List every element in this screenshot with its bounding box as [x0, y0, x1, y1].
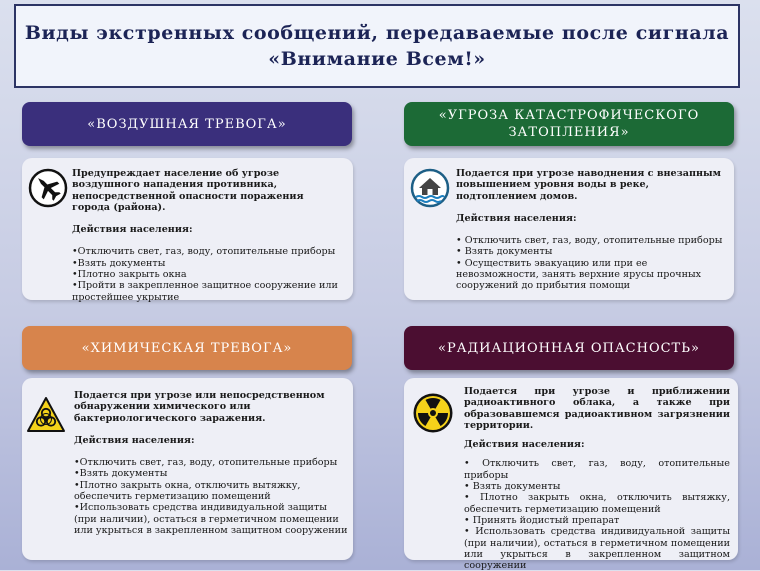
- list-item: • Отключить свет, газ, воду, отопительные приборы: [464, 458, 730, 481]
- radiation-text: [464, 386, 730, 571]
- biohazard-icon: [26, 396, 66, 438]
- chemical-description: Подается при угрозе или непосредственном обнаружении химического или бактериологического заражения.: [74, 390, 325, 424]
- list-item: •Отключить свет, газ, воду, отопительные приборы: [74, 457, 338, 469]
- header-air-raid-label: «ВОЗДУШНАЯ ТРЕВОГА»: [87, 116, 287, 132]
- list-item: •Взять документы: [72, 257, 166, 269]
- radiation-description: Подается при угрозе и приближении радиоактивного облака, а также при образовавшемся радиоактивном загрязнении территории.: [464, 386, 730, 431]
- list-item: • Взять документы: [456, 246, 553, 258]
- list-item: • Использовать средства индивидуальной защиты (при наличии), остаться в герметичном помещении или укрыться в закрепленном защитном сооружении: [464, 526, 730, 571]
- card-radiation-danger: [404, 378, 738, 571]
- header-chemical-label: «ХИМИЧЕСКАЯ ТРЕВОГА»: [81, 340, 293, 356]
- flood-actions-title: Действия населения:: [456, 212, 577, 224]
- fighter-jet-icon: [28, 168, 68, 212]
- card-flood-threat: [404, 158, 734, 300]
- header-chemical-alarm: [22, 326, 352, 370]
- page-title-line-2: «Внимание Всем!»: [268, 48, 486, 70]
- air-raid-actions-title: Действия населения:: [72, 224, 193, 236]
- chemical-text: [74, 390, 348, 536]
- page-title-line-1: Виды экстренных сообщений, передаваемые после сигнала: [24, 22, 730, 44]
- title-panel: [14, 4, 740, 88]
- header-flood-label-line-2: ЗАТОПЛЕНИЯ»: [508, 125, 630, 140]
- list-item: •Отключить свет, газ, воду, отопительные приборы: [72, 246, 336, 258]
- list-item: •Плотно закрыть окна, отключить вытяжку, обеспечить герметизацию помещений: [74, 479, 301, 503]
- flood-description: Подается при угрозе наводнения с внезапным повышением уровня воды в реке, подтоплением домов.: [456, 168, 721, 202]
- air-raid-description: Предупреждает население об угрозе воздушного нападения противника, непосредственной опасности поражения города (района).: [72, 168, 304, 213]
- header-flood-label-line-1: «УГРОЗА КАТАСТРОФИЧЕСКОГО: [438, 108, 700, 123]
- header-radiation-label: «РАДИАЦИОННАЯ ОПАСНОСТЬ»: [438, 340, 700, 356]
- flooded-house-icon: [410, 168, 450, 212]
- header-flood-threat: [404, 102, 734, 146]
- card-air-raid: [22, 158, 353, 303]
- air-raid-text: [72, 168, 344, 303]
- radiation-icon: [412, 392, 454, 438]
- header-radiation-danger: [404, 326, 734, 370]
- card-chemical-alarm: [22, 378, 353, 560]
- list-item: • Отключить свет, газ, воду, отопительные приборы: [456, 235, 723, 247]
- list-item: • Принять йодистый препарат: [464, 514, 620, 526]
- list-item: •Плотно закрыть окна: [72, 269, 187, 281]
- chemical-actions-title: Действия населения:: [74, 434, 195, 446]
- list-item: • Взять документы: [464, 481, 561, 493]
- list-item: •Взять документы: [74, 468, 168, 480]
- list-item: •Пройти в закрепленное защитное сооружение или простейшее укрытие: [72, 280, 338, 303]
- list-item: • Осуществить эвакуацию или при ее невозможности, занять верхние ярусы прочных сооружений до прибытия помощи: [456, 257, 702, 292]
- list-item: •Использовать средства индивидуальной защиты (при наличии), остаться в герметичном помещении или укрыться в закрепленном защитном сооружении: [74, 502, 348, 536]
- flood-text: [456, 168, 728, 292]
- radiation-actions-title: Действия населения:: [464, 439, 585, 451]
- header-air-raid: [22, 102, 352, 146]
- list-item: • Плотно закрыть окна, отключить вытяжку, обеспечить герметизацию помещений: [464, 492, 730, 515]
